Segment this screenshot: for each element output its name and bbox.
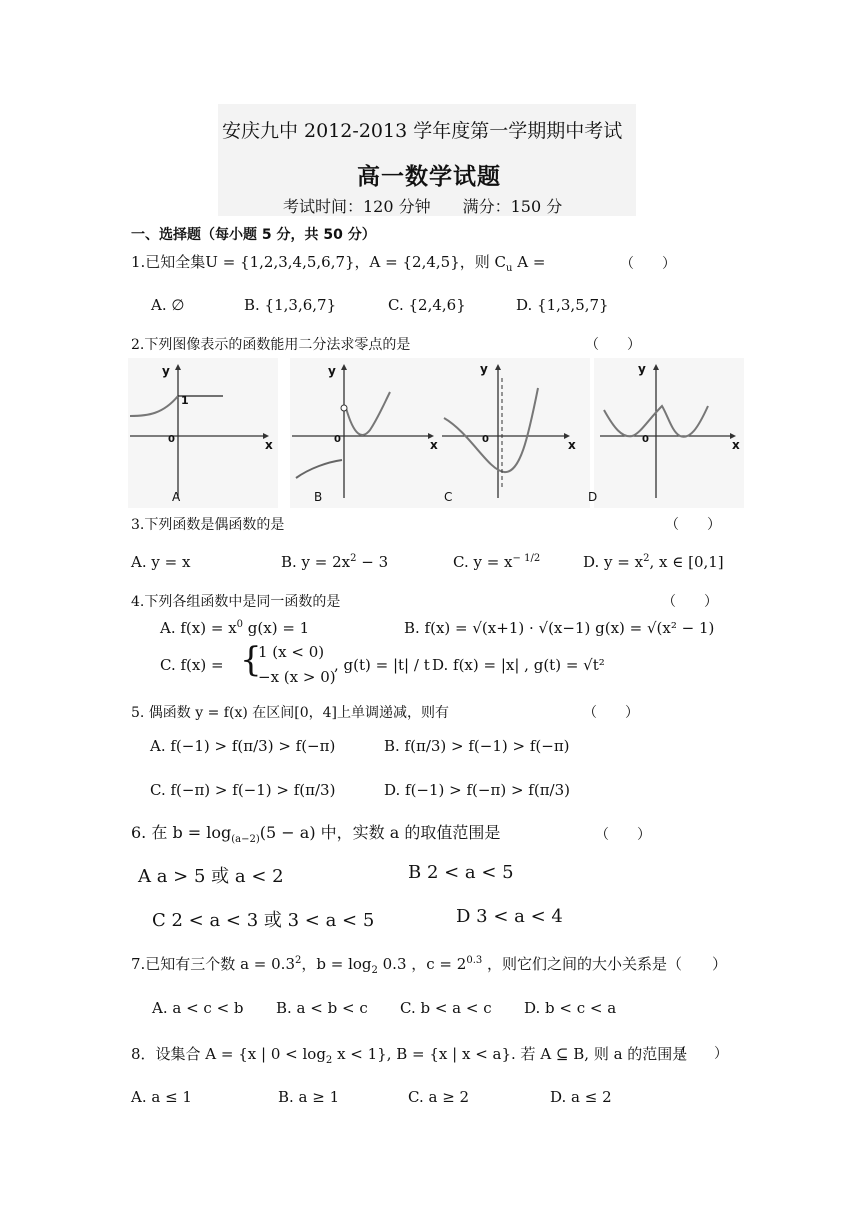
q5-paren: （ ） — [583, 705, 639, 721]
q3-option-d-tail: , x ∈ [0,1] — [649, 553, 724, 571]
q4-option-c-tail: , g(t) = |t| / t — [334, 656, 430, 674]
q7-stem-mid2: 0.3 ，c = 2 — [377, 955, 467, 973]
q4-stem: 4.下列各组函数中是同一函数的是 — [131, 594, 341, 610]
q3-option-c — [453, 553, 540, 571]
q3-option-b-text: B. y = 2x — [281, 553, 351, 571]
q2-stem: 2.下列图像表示的函数能用二分法求零点的是 — [131, 337, 411, 353]
q4-option-b: B. f(x) = √(x+1) · √(x−1) g(x) = √(x² − 1) — [404, 619, 715, 637]
q4-option-c-case2: −x (x > 0) — [258, 668, 336, 686]
q3-option-b — [281, 553, 388, 571]
q6-option-d: D 3 < a < 4 — [456, 906, 563, 927]
q6-option-c: C 2 < a < 3 或 3 < a < 5 — [152, 910, 375, 931]
q8-option-b: B. a ≥ 1 — [278, 1088, 340, 1106]
graph-b-x-label: x — [430, 438, 438, 452]
q1-stem-tail: A = — [517, 253, 546, 271]
q8-stem — [131, 1043, 687, 1066]
q4-option-a-tail: g(x) = 1 — [243, 619, 310, 637]
q6-option-b: B 2 < a < 5 — [408, 862, 514, 883]
q3-option-a: A. y = x — [131, 553, 191, 571]
q2-paren: （ ） — [585, 337, 641, 353]
q5-stem: 5. 偶函数 y = f(x) 在区间[0，4]上单调递减，则有 — [131, 705, 449, 721]
graph-d-x-label: x — [732, 438, 740, 452]
q1-stem-text: 1.已知全集U = {1,2,3,4,5,6,7}，A = {2,4,5}，则 C — [131, 253, 506, 271]
q3-option-b-tail: − 3 — [356, 553, 389, 571]
q4-option-d: D. f(x) = |x| , g(t) = √t² — [432, 656, 605, 674]
q7-option-d: D. b < c < a — [524, 999, 617, 1017]
q6-stem-text: 6. 在 b = log — [131, 823, 232, 842]
q1-option-a: A. ∅ — [151, 296, 185, 314]
q7-stem-sup2: 0.3 — [466, 955, 483, 966]
q6-stem-tail: (5 − a) 中，实数 a 的取值范围是 — [259, 823, 501, 842]
graph-d-y-label: y — [638, 362, 646, 376]
q3-option-b-sup: 2 — [350, 553, 357, 564]
graph-a-x-label: x — [265, 438, 273, 452]
graph-a-label: A — [172, 490, 181, 504]
q7-stem-text: 7.已知有三个数 a = 0.3 — [131, 955, 295, 973]
graph-c-y-label: y — [480, 362, 488, 376]
q6-stem-sub: (a−2) — [231, 834, 260, 846]
q8-stem-tail: x < 1}, B = {x | x < a}. 若 A ⊆ B, 则 a 的范围是 — [332, 1045, 688, 1063]
q4-option-a-sup: 0 — [236, 619, 244, 630]
q7-option-b: B. a < b < c — [276, 999, 368, 1017]
graph-d-label: D — [588, 490, 598, 504]
q3-option-d-text: D. y = x — [583, 553, 644, 571]
q3-option-d — [583, 553, 724, 571]
q3-paren: （ ） — [665, 517, 721, 533]
subject-title: 高一数学试题 — [357, 163, 501, 190]
q1-paren: （ ） — [620, 256, 676, 272]
q3-option-d-sup: 2 — [643, 553, 650, 564]
q8-stem-sub: 2 — [325, 1055, 333, 1066]
q5-option-b: B. f(π/3) > f(−1) > f(−π) — [384, 737, 570, 755]
q1-option-b: B. {1,3,6,7} — [244, 296, 337, 314]
q5-option-a: A. f(−1) > f(π/3) > f(−π) — [150, 737, 336, 755]
graph-c-label: C — [444, 490, 453, 504]
q4-option-c-brace: { — [240, 640, 262, 680]
q6-option-a: A a > 5 或 a < 2 — [138, 866, 284, 887]
q7-option-a: A. a < c < b — [152, 999, 244, 1017]
q8-option-c: C. a ≥ 2 — [408, 1088, 470, 1106]
q7-stem-tail: ，则它们之间的大小关系是（ ） — [482, 955, 728, 973]
q7-option-c: C. b < a < c — [400, 999, 492, 1017]
q4-option-c-case1: 1 (x < 0) — [258, 643, 325, 661]
graph-b-label: B — [314, 490, 323, 504]
q6-paren: （ ） — [595, 827, 651, 843]
graph-a-one: 1 — [181, 394, 189, 407]
q4-option-a — [160, 619, 309, 637]
graph-c-x-label: x — [568, 438, 576, 452]
graph-a — [128, 358, 278, 508]
q8-stem-text: 8．设集合 A = {x | 0 < log — [131, 1045, 326, 1063]
q6-stem — [131, 820, 500, 845]
q5-option-d: D. f(−1) > f(−π) > f(π/3) — [384, 781, 570, 799]
q3-option-c-sup: − 1/2 — [512, 553, 541, 564]
graph-d-origin: 0 — [642, 434, 649, 445]
q1-sub: u — [506, 263, 513, 274]
q5-option-c: C. f(−π) > f(−1) > f(π/3) — [150, 781, 336, 799]
graph-b — [290, 358, 440, 508]
q8-option-d: D. a ≤ 2 — [550, 1088, 612, 1106]
q7-stem-sub: 2 — [371, 965, 378, 976]
graph-b-origin: 0 — [334, 434, 341, 445]
q4-paren: （ ） — [662, 594, 718, 610]
q1-stem — [131, 251, 545, 274]
graph-d — [588, 358, 744, 508]
q4-option-a-text: A. f(x) = x — [160, 619, 237, 637]
q1-option-c: C. {2,4,6} — [388, 296, 466, 314]
graph-c-origin: 0 — [482, 434, 489, 445]
graph-b-y-label: y — [328, 364, 336, 378]
q7-stem — [131, 953, 727, 976]
exam-info: 考试时间：120 分钟 满分：150 分 — [283, 197, 563, 216]
q8-option-a: A. a ≤ 1 — [131, 1088, 192, 1106]
q1-option-d: D. {1,3,5,7} — [516, 296, 609, 314]
section-title: 一、选择题（每小题 5 分，共 50 分） — [131, 227, 376, 243]
q3-stem: 3.下列函数是偶函数的是 — [131, 517, 285, 533]
q7-stem-sup1: 2 — [294, 955, 302, 966]
q4-option-c-label: C. f(x) = — [160, 656, 224, 674]
graph-c — [440, 358, 590, 508]
q7-stem-mid1: ，b = log — [301, 955, 372, 973]
graph-a-origin: 0 — [168, 434, 175, 445]
school-title: 安庆九中 2012-2013 学年度第一学期期中考试 — [222, 120, 623, 142]
q3-option-c-text: C. y = x — [453, 553, 513, 571]
graph-a-y-label: y — [162, 364, 170, 378]
q8-paren: （ ） — [672, 1046, 728, 1062]
